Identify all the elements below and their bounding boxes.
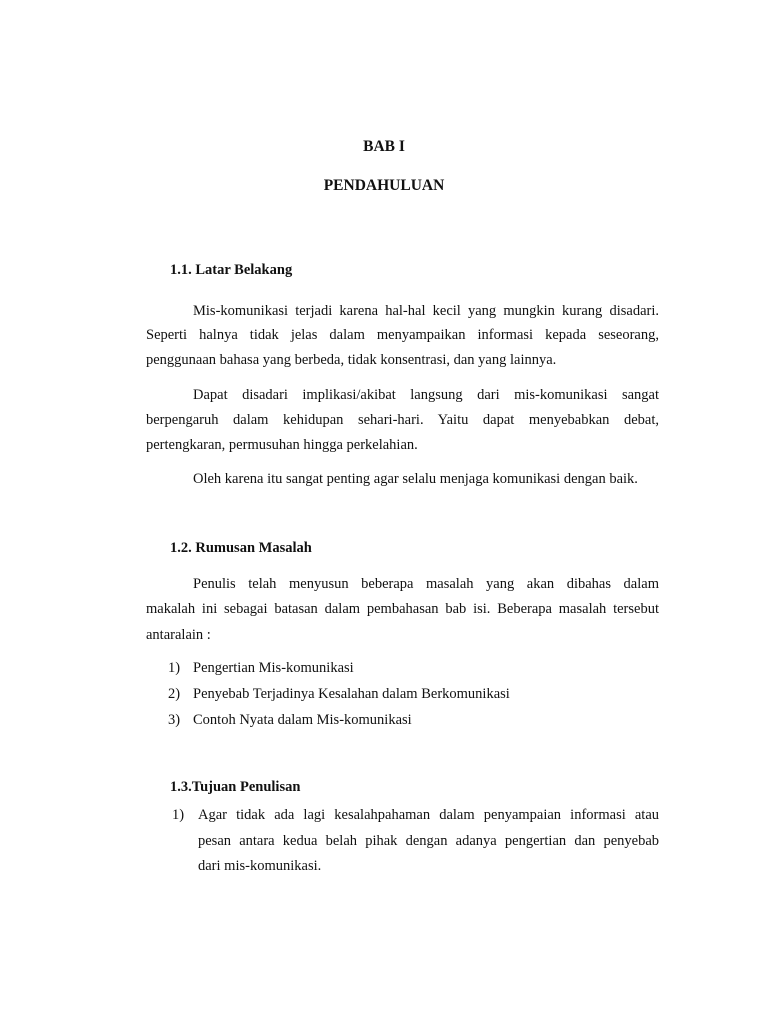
list-item xyxy=(168,710,412,730)
list-text-line: dari mis-komunikasi. xyxy=(198,858,322,874)
list-number: 1) xyxy=(172,807,185,823)
chapter-title: PENDAHULUAN xyxy=(323,177,445,194)
list-text: Pengertian Mis-komunikasi xyxy=(193,660,354,676)
list-text-line: pesan antara kedua belah pihak dengan adanya pengertian dan penyebab xyxy=(198,833,659,849)
section-heading-rumusan-masalah: 1.2. Rumusan Masalah xyxy=(170,540,312,556)
section-heading-latar-belakang: 1.1. Latar Belakang xyxy=(170,262,293,278)
paragraph-line: Seperti halnya tidak jelas dalam menyampaikan informasi kepada seseorang, xyxy=(146,327,659,343)
list-text: Penyebab Terjadinya Kesalahan dalam Berkomunikasi xyxy=(193,686,510,702)
section-heading-tujuan-penulisan: 1.3.Tujuan Penulisan xyxy=(170,779,301,795)
paragraph-line: makalah ini sebagai batasan dalam pembahasan bab isi. Beberapa masalah tersebut xyxy=(146,601,659,617)
list-item xyxy=(168,684,510,704)
list-item xyxy=(168,658,354,678)
paragraph-line: penggunaan bahasa yang berbeda, tidak konsentrasi, dan yang lainnya. xyxy=(146,352,557,368)
paragraph-line: Oleh karena itu sangat penting agar selalu menjaga komunikasi dengan baik. xyxy=(193,471,638,487)
list-number: 3) xyxy=(168,712,181,728)
list-text: Contoh Nyata dalam Mis-komunikasi xyxy=(193,712,412,728)
paragraph-line: Penulis telah menyusun beberapa masalah yang akan dibahas dalam xyxy=(193,576,659,592)
paragraph-line: Mis-komunikasi terjadi karena hal-hal kecil yang mungkin kurang disadari. xyxy=(193,303,659,319)
paragraph-line: Dapat disadari implikasi/akibat langsung dari mis-komunikasi sangat xyxy=(193,387,659,403)
list-number: 1) xyxy=(168,660,181,676)
paragraph-line: berpengaruh dalam kehidupan sehari-hari. Yaitu dapat menyebabkan debat, xyxy=(146,412,659,428)
paragraph-line: pertengkaran, permusuhan hingga perkelahian. xyxy=(146,437,418,453)
list-text-line: Agar tidak ada lagi kesalahpahaman dalam penyampaian informasi atau xyxy=(198,807,659,823)
paragraph-line: antaralain : xyxy=(146,627,211,643)
chapter-number: BAB I xyxy=(363,138,405,155)
list-number: 2) xyxy=(168,686,181,702)
